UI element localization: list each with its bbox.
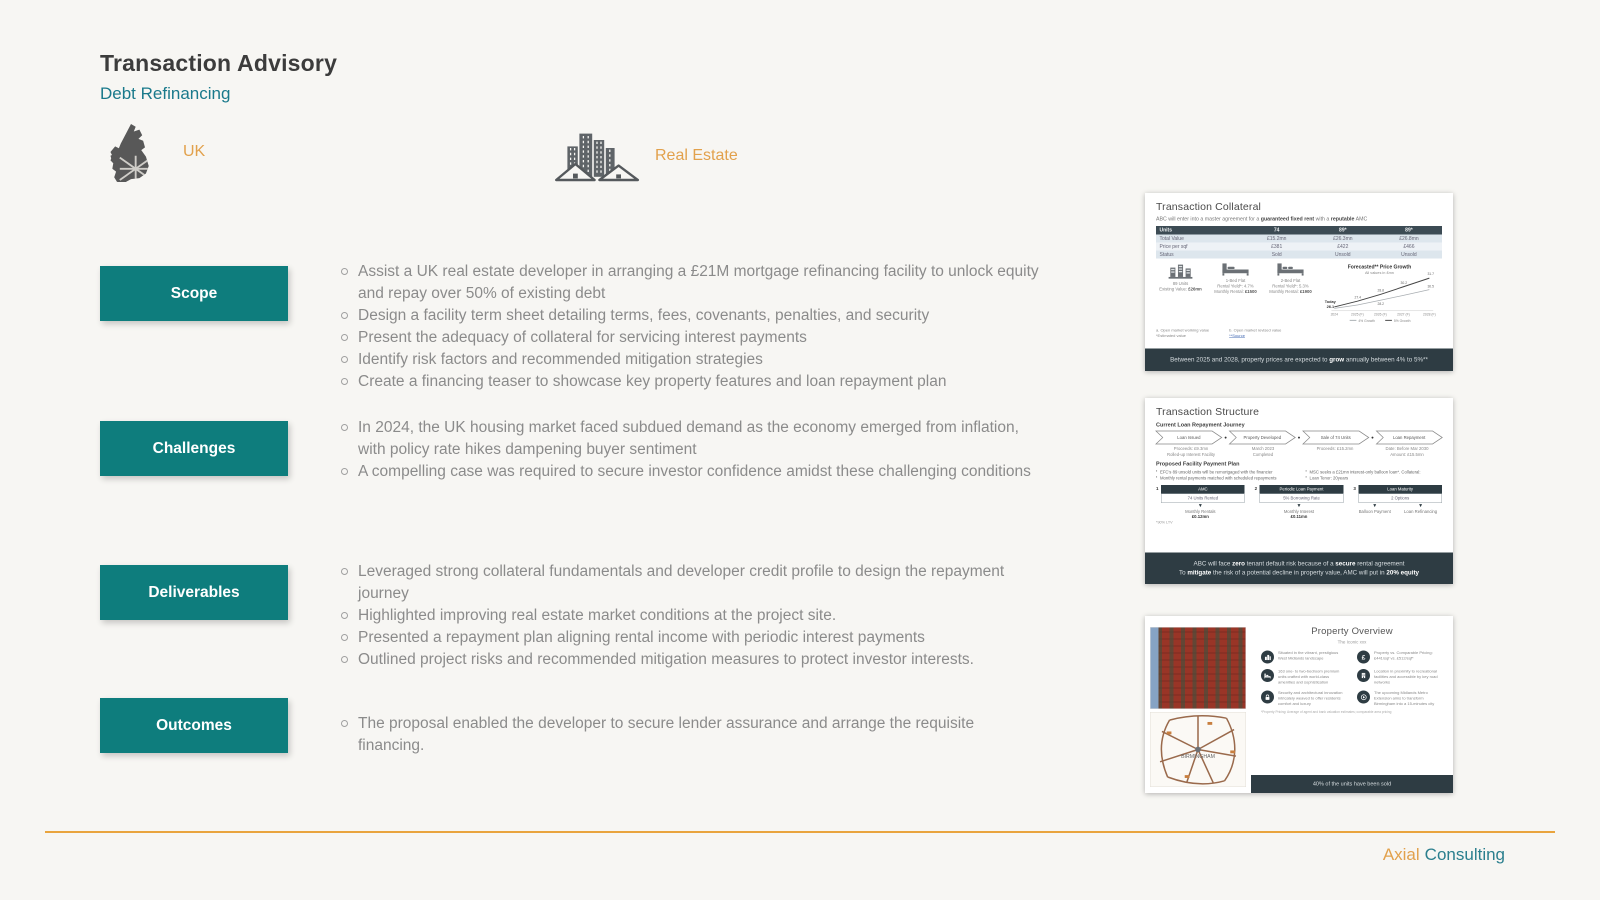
pound-icon: £ bbox=[1357, 651, 1370, 664]
col-header: 74 bbox=[1244, 226, 1310, 235]
loan-journey bbox=[1145, 430, 1453, 446]
flow-periodic-payment: 2 Periodic Loan Payment 5% Borrowing Rate ▼ Monthly Interest £0.11mn bbox=[1255, 485, 1344, 519]
metro-icon bbox=[1357, 691, 1370, 704]
thumb2-title: Transaction Structure bbox=[1156, 406, 1260, 418]
bullet-item: Present the adequacy of collateral for servicing interest payments bbox=[339, 327, 1044, 349]
plan-bullet: ▪ Monthly rental payments matched with scheduled repayments bbox=[1156, 475, 1293, 481]
thumb3-title: Property Overview bbox=[1311, 626, 1393, 637]
svg-text:2027 (F): 2027 (F) bbox=[1397, 312, 1410, 317]
journey-dot: ● bbox=[1224, 435, 1227, 440]
feature-metro: The upcoming Midlands Metro Extension aims to transform Birmingham into a 15-minutes city bbox=[1357, 691, 1443, 707]
stat-1bed: 1-Bed Flat Rental Yield*: 4.7% Monthly Rental: £1500 bbox=[1208, 263, 1263, 295]
bed-icon bbox=[1261, 669, 1274, 682]
thumb1-banner: Between 2025 and 2028, property prices are expected to grow annually between 4% to 5%** bbox=[1145, 349, 1453, 371]
collateral-footnotes: a. Open market working value *Estimated value b. Open market revised value **Source bbox=[1156, 328, 1282, 338]
brand-secondary: Consulting bbox=[1424, 845, 1505, 864]
building-icon bbox=[1261, 651, 1274, 664]
flow-amc: 1 AMC 74 Units Rented ▼ Monthly Rentals £0.12mn bbox=[1156, 485, 1245, 519]
property-details-column bbox=[1251, 616, 1453, 793]
feature-grid bbox=[1261, 651, 1443, 707]
uk-map-icon bbox=[103, 122, 159, 182]
down-arrow-icon: ▼ bbox=[1418, 502, 1424, 509]
bullet-item: Identify risk factors and recommended mitigation strategies bbox=[339, 349, 1044, 371]
chart-today-value: 26.1 bbox=[1326, 304, 1335, 309]
journey-step: Sale of 74 Units bbox=[1302, 431, 1370, 445]
svg-text:28.8: 28.8 bbox=[1377, 288, 1385, 293]
svg-text:31.7: 31.7 bbox=[1427, 272, 1434, 277]
journey-step: Loan Repayment bbox=[1375, 431, 1443, 445]
property-footnote: *Property Pricing: Average of agent and bank valuation estimates; comparable area pricing bbox=[1261, 710, 1392, 714]
map-city-label: BIRMINGHAM bbox=[1181, 754, 1215, 761]
birmingham-road-map bbox=[1150, 712, 1246, 787]
bullet-item: Outlined project risks and recommended mitigation measures to protect investor interests. bbox=[339, 649, 1044, 671]
feature-pricing: £ Property vs. Comparable Pricing: £441/sqf vs. £512/sqf* bbox=[1357, 651, 1443, 664]
svg-text:27.4: 27.4 bbox=[1354, 295, 1362, 300]
thumbnail-property-overview bbox=[1145, 616, 1453, 793]
challenges-bullet-list bbox=[339, 417, 1044, 483]
journey-step: Property Developed bbox=[1228, 431, 1296, 445]
stat-2bed: 2-Bed Flat Rental Yield*: 5.3% Monthly Rental: £1900 bbox=[1263, 263, 1318, 295]
source-link[interactable]: **Source bbox=[1229, 333, 1245, 338]
table-row: Total Value £15.2mn £26.3mn £26.8mn bbox=[1156, 235, 1442, 243]
footer-divider bbox=[45, 831, 1555, 833]
legend-4pct: 4% Growth bbox=[1358, 318, 1375, 323]
journey-step: Loan Issued bbox=[1155, 431, 1223, 445]
tag-real-estate bbox=[553, 130, 738, 182]
journey-dot: ● bbox=[1297, 435, 1301, 440]
brand-primary: Axial bbox=[1382, 845, 1420, 864]
bullet-item: Design a facility term sheet detailing terms, fees, covenants, penalties, and security bbox=[339, 305, 1044, 327]
flow-loan-maturity: 3 Loan Maturity 2 Options ▼ Balloon Payment ▼ Loan Refinancing bbox=[1353, 485, 1442, 519]
down-arrow-icon: ▼ bbox=[1296, 502, 1302, 509]
section-label-outcomes: Outcomes bbox=[100, 698, 288, 753]
svg-text:2026 (F): 2026 (F) bbox=[1374, 312, 1387, 317]
journey-dot: ● bbox=[1371, 435, 1374, 440]
chart-title: Forecasted** Price Growth bbox=[1347, 264, 1412, 271]
legend-5pct: 5% Growth bbox=[1393, 318, 1411, 323]
svg-text:28.2: 28.2 bbox=[1377, 302, 1385, 306]
svg-text:2028 (F): 2028 (F) bbox=[1423, 312, 1436, 317]
bed-icon bbox=[1277, 263, 1305, 277]
page-subtitle: Debt Refinancing bbox=[100, 84, 231, 103]
svg-text:30.2: 30.2 bbox=[1400, 280, 1408, 285]
col-header: Units bbox=[1156, 226, 1244, 235]
property-photo bbox=[1150, 627, 1246, 709]
bullet-item: In 2024, the UK housing market faced subdued demand as the economy emerged from inflation, with policy rate hikes dampening buyer sentiment bbox=[339, 417, 1044, 461]
down-arrow-icon: ▼ bbox=[1372, 502, 1378, 509]
tag-uk bbox=[103, 122, 205, 182]
section-label-deliverables: Deliverables bbox=[100, 565, 288, 620]
bullet-item: The proposal enabled the developer to secure lender assurance and arrange the requisite financing. bbox=[339, 713, 1044, 757]
price-growth-chart bbox=[1318, 263, 1445, 327]
collateral-stats bbox=[1145, 259, 1453, 328]
col-header: 89* bbox=[1310, 226, 1376, 235]
journey-title: Current Loan Repayment Journey bbox=[1156, 422, 1245, 428]
plan-title: Proposed Facility Payment Plan bbox=[1156, 460, 1240, 467]
deliverables-bullet-list bbox=[339, 561, 1044, 671]
thumb3-banner: 40% of the units have been sold bbox=[1251, 775, 1453, 793]
svg-text:2025 (F): 2025 (F) bbox=[1351, 312, 1364, 317]
section-label-challenges: Challenges bbox=[100, 421, 288, 476]
col-header: 89* bbox=[1376, 226, 1442, 235]
outcomes-bullet-list bbox=[339, 713, 1044, 757]
feature-location-landscape: Situated in the vibrant, prestigious West Midlands landscape bbox=[1261, 651, 1347, 664]
scope-bullet-list bbox=[339, 261, 1044, 393]
plan-bullets bbox=[1145, 468, 1453, 482]
plan-bullet: ▪ Loan Tenor: 20years bbox=[1306, 475, 1443, 481]
bullet-item: Create a financing teaser to showcase key property features and loan repayment plan bbox=[339, 371, 1044, 393]
real-estate-icon bbox=[553, 130, 641, 182]
feature-security: Security and architectural innovation intricately weaved to offer residents comfort and luxury bbox=[1261, 691, 1347, 707]
down-arrow-icon: ▼ bbox=[1197, 502, 1203, 509]
structure-footnote: *90% LTV bbox=[1156, 519, 1173, 525]
lock-icon bbox=[1261, 691, 1274, 704]
bullet-item: A compelling case was required to secure investor confidence amidst these challenging conditions bbox=[339, 461, 1044, 483]
page-title: Transaction Advisory bbox=[100, 50, 338, 76]
bullet-item: Highlighted improving real estate market conditions at the project site. bbox=[339, 605, 1044, 627]
chart-today-label: Today bbox=[1324, 300, 1336, 305]
tag-uk-label: UK bbox=[183, 143, 206, 160]
property-media-column bbox=[1145, 616, 1251, 793]
collateral-table bbox=[1156, 226, 1442, 259]
plan-bullet: ▪ MSC seeks a £21mn interest-only balloon loan*. Collateral: bbox=[1306, 469, 1443, 475]
header bbox=[100, 50, 337, 104]
payment-flows bbox=[1145, 482, 1453, 520]
section-label-scope: Scope bbox=[100, 266, 288, 321]
journey-notes: Proceeds: £9.3mn Rolled-up Interest Facility March 2023 Completed Proceeds: £15.2mn Date: Before Mar 2030 Amount: £15.5mn bbox=[1167, 446, 1429, 457]
svg-text:2024: 2024 bbox=[1330, 312, 1339, 317]
bullet-item: Presented a repayment plan aligning rental income with periodic interest payments bbox=[339, 627, 1044, 649]
thumb1-title: Transaction Collateral bbox=[1156, 201, 1262, 213]
stat-units: 89 Units Existing Value: £26mn bbox=[1153, 263, 1208, 293]
svg-text:30.5: 30.5 bbox=[1427, 284, 1434, 289]
feature-units: 163 one- to two-bedroom premium units crafted with world-class amenities and sophistication bbox=[1261, 669, 1347, 685]
bullet-item: Assist a UK real estate developer in arranging a £21M mortgage refinancing facility to unlock equity and repay over 50% of existing debt bbox=[339, 261, 1044, 305]
thumb2-banner: ABC will face zero tenant default risk because of a secure rental agreement To mitigate the risk of a potential decline in property value, AMC will put in 20% equity bbox=[1145, 552, 1453, 584]
tag-real-estate-label: Real Estate bbox=[655, 147, 738, 164]
thumb1-intro: ABC will enter into a master agreement for a guaranteed fixed rent with a reputable AMC bbox=[1156, 216, 1368, 222]
table-row: Status Sold Unsold Unsold bbox=[1156, 251, 1442, 259]
plan-bullet: ▪ EFC's 89 unsold units will be remortgaged with the financier bbox=[1156, 469, 1293, 475]
chart-note: All values in £mn bbox=[1364, 270, 1394, 275]
thumbnail-transaction-structure bbox=[1145, 398, 1453, 584]
building-icon bbox=[1168, 263, 1194, 280]
feature-proximity: Location in proximity to recreational facilities and accessible by key road networks bbox=[1357, 669, 1443, 685]
brand-logo bbox=[1383, 845, 1505, 865]
thumbnail-transaction-collateral bbox=[1145, 193, 1453, 371]
bed-icon bbox=[1222, 263, 1250, 277]
thumb3-subtitle: The Iconic xxx bbox=[1337, 639, 1367, 645]
table-row: Price per sqf £381 £422 £466 bbox=[1156, 243, 1442, 251]
location-icon bbox=[1357, 669, 1370, 682]
bullet-item: Leveraged strong collateral fundamentals and developer credit profile to design the repayment journey bbox=[339, 561, 1044, 605]
